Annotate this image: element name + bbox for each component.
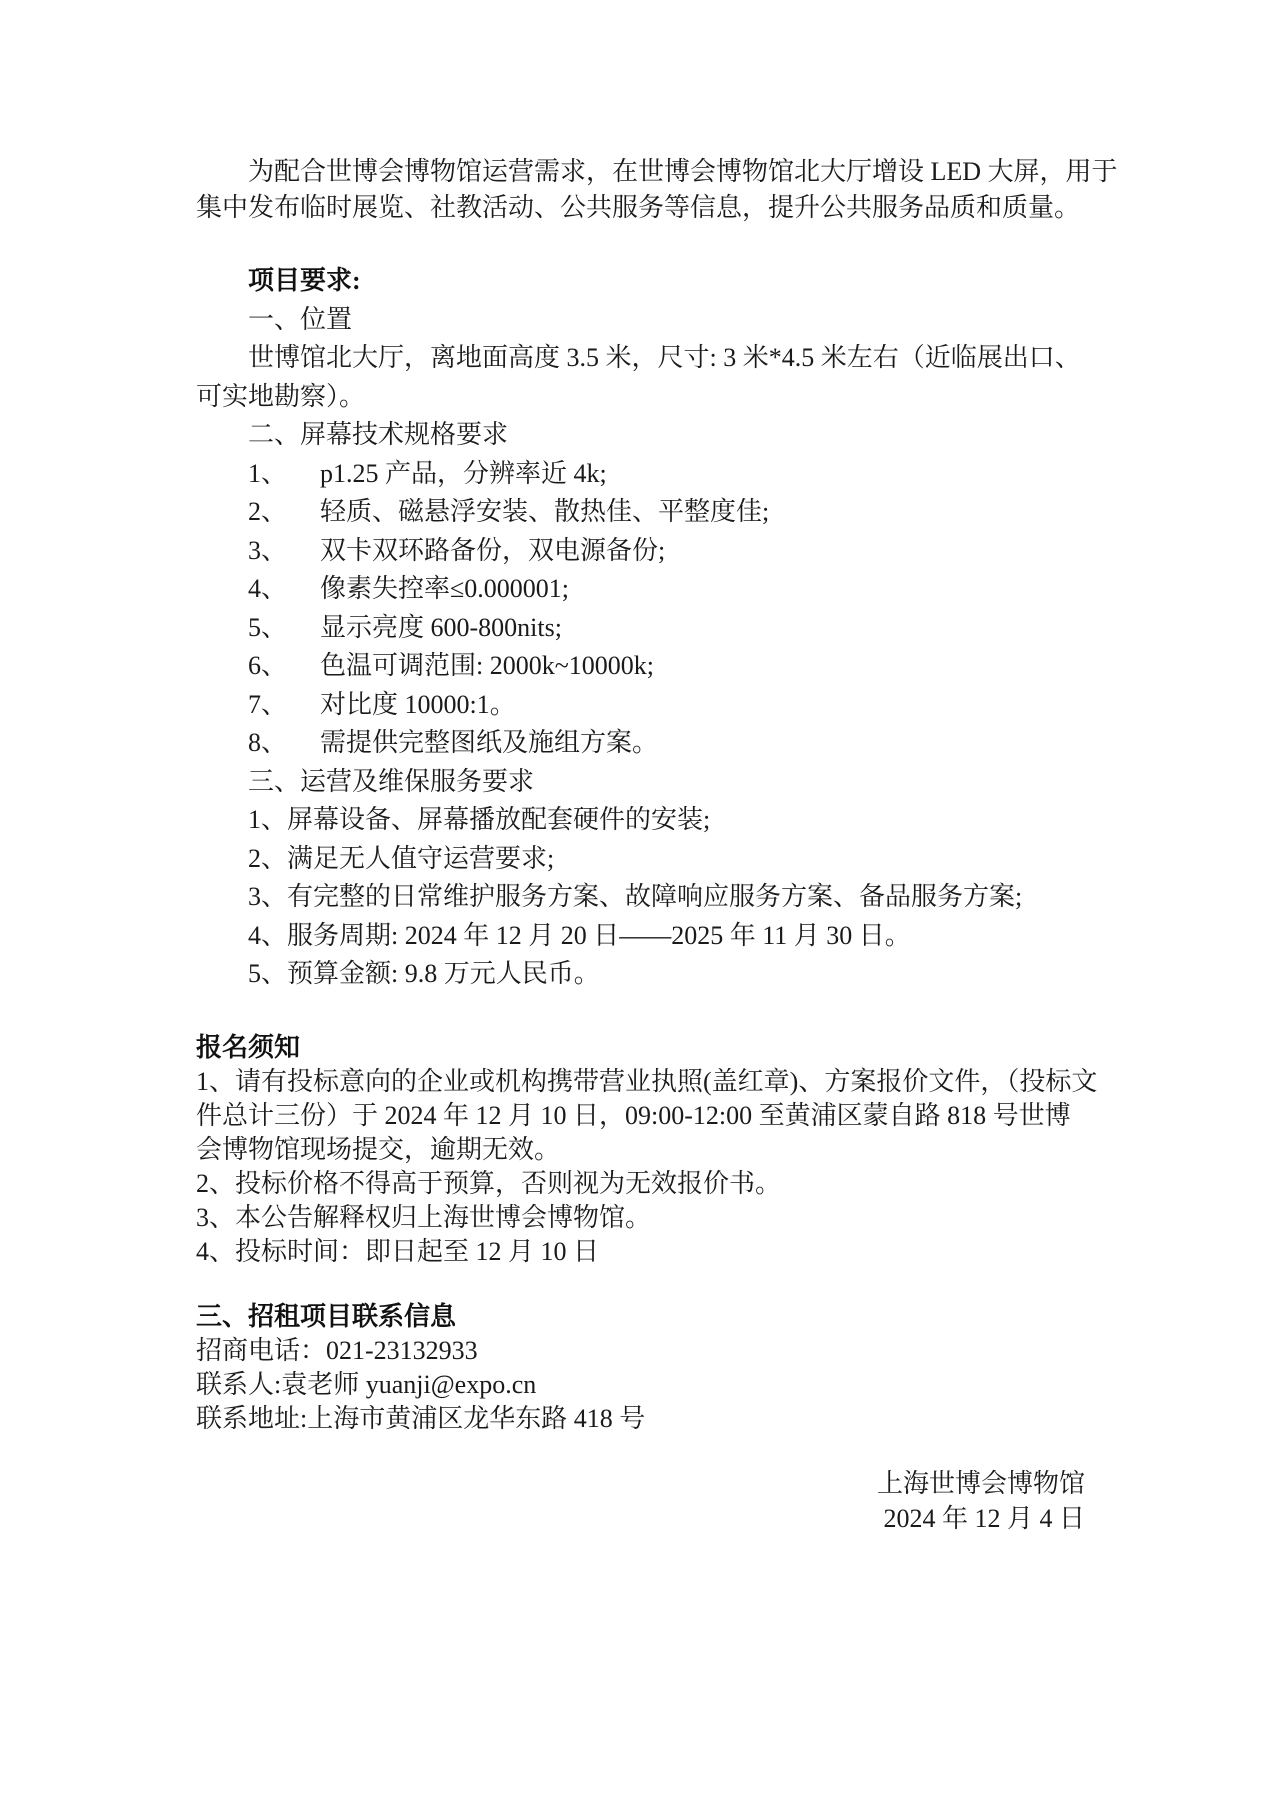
contact-heading: 三、招租项目联系信息 bbox=[196, 1301, 457, 1331]
spec-item bbox=[196, 532, 1085, 571]
spec-item-number: 5、 bbox=[248, 612, 288, 642]
registration-section bbox=[196, 1031, 1098, 1269]
intro-line: 为配合世博会博物馆运营需求，在世博会博物馆北大厅增设 LED 大屏，用于 bbox=[248, 157, 1118, 186]
spec-item-text: 双卡双环路备份，双电源备份; bbox=[320, 535, 666, 565]
registration-line: 会博物馆现场提交，逾期无效。 bbox=[196, 1134, 561, 1164]
section-specs-title: 二、屏幕技术规格要求 bbox=[248, 420, 509, 449]
service-item: 3、有完整的日常维护服务方案、故障响应服务方案、备品服务方案; bbox=[248, 882, 1023, 911]
contact-section bbox=[196, 1300, 1085, 1436]
contact-phone: 招商电话：021-23132933 bbox=[196, 1335, 478, 1365]
spec-item-number: 2、 bbox=[248, 497, 288, 526]
registration-line: 3、本公告解释权归上海世博会博物馆。 bbox=[196, 1202, 652, 1232]
location-line: 世博馆北大厅，离地面高度 3.5 米，尺寸: 3 米*4.5 米左右（近临展出口、 bbox=[248, 343, 1081, 372]
spec-item-number: 3、 bbox=[248, 535, 288, 565]
project-requirements-section bbox=[196, 262, 1085, 994]
signature-org: 上海世博会博物馆 bbox=[876, 1468, 1085, 1498]
spec-item bbox=[196, 609, 1085, 648]
section-location-title: 一、位置 bbox=[248, 304, 353, 334]
spec-item bbox=[196, 493, 1085, 532]
signature-date: 2024 年 12 月 4 日 bbox=[883, 1503, 1085, 1533]
spec-item-text: 显示亮度 600-800nits; bbox=[320, 612, 562, 642]
spec-item-number: 4、 bbox=[248, 574, 288, 603]
intro-paragraph bbox=[196, 154, 1118, 226]
spec-item-number: 1、 bbox=[248, 458, 288, 488]
spec-item bbox=[196, 455, 1085, 494]
spec-item-text: 轻质、磁悬浮安装、散热佳、平整度佳; bbox=[320, 497, 770, 526]
location-line: 可实地勘察）。 bbox=[196, 381, 366, 411]
registration-heading: 报名须知 bbox=[196, 1032, 301, 1062]
spec-item bbox=[196, 647, 1085, 686]
spec-item-number: 8、 bbox=[248, 728, 288, 757]
spec-item-text: 像素失控率≤0.000001; bbox=[320, 574, 569, 603]
spec-item-text: p1.25 产品，分辨率近 4k; bbox=[320, 458, 607, 488]
project-requirements-heading: 项目要求: bbox=[248, 266, 361, 295]
spec-item bbox=[196, 686, 1085, 725]
service-item: 5、预算金额: 9.8 万元人民币。 bbox=[248, 959, 600, 988]
section-service-title: 三、运营及维保服务要求 bbox=[248, 766, 535, 796]
spec-item-text: 对比度 10000:1。 bbox=[320, 689, 516, 719]
spec-item bbox=[196, 724, 1085, 763]
intro-line: 集中发布临时展览、社教活动、公共服务等信息，提升公共服务品质和质量。 bbox=[196, 193, 1081, 222]
signature-block bbox=[196, 1466, 1085, 1536]
registration-line: 4、投标时间：即日起至 12 月 10 日 bbox=[196, 1236, 600, 1266]
registration-line: 2、投标价格不得高于预算，否则视为无效报价书。 bbox=[196, 1168, 782, 1198]
spec-item-text: 色温可调范围: 2000k~10000k; bbox=[320, 651, 655, 680]
service-item: 1、屏幕设备、屏幕播放配套硬件的安装; bbox=[248, 805, 711, 834]
spec-item-number: 7、 bbox=[248, 689, 288, 719]
spec-item-text: 需提供完整图纸及施组方案。 bbox=[320, 728, 659, 757]
service-item: 4、服务周期: 2024 年 12 月 20 日——2025 年 11 月 30 日。 bbox=[248, 920, 911, 950]
spec-item-number: 6、 bbox=[248, 651, 288, 680]
registration-line: 件总计三份）于 2024 年 12 月 10 日，09:00-12:00 至黄浦区蒙自路 818 号世博 bbox=[196, 1100, 1071, 1130]
contact-person: 联系人:袁老师 yuanji@expo.cn bbox=[196, 1369, 537, 1399]
spec-item bbox=[196, 570, 1085, 609]
service-item: 2、满足无人值守运营要求; bbox=[248, 843, 555, 873]
contact-address: 联系地址:上海市黄浦区龙华东路 418 号 bbox=[196, 1403, 646, 1433]
registration-line: 1、请有投标意向的企业或机构携带营业执照(盖红章)、方案报价文件，（投标文 bbox=[196, 1066, 1098, 1096]
